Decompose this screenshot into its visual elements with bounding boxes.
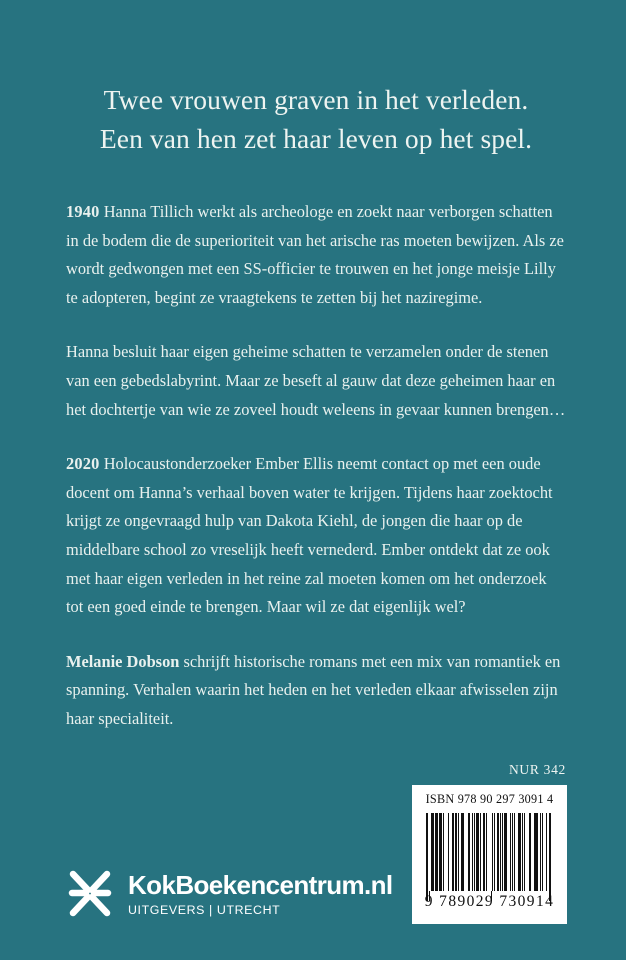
tagline-line-2: Een van hen zet haar leven op het spel. bbox=[99, 123, 533, 154]
blurb-text bbox=[66, 198, 566, 734]
barcode-bars bbox=[426, 813, 552, 891]
year-1940: 1940 bbox=[66, 202, 100, 221]
author-bio bbox=[66, 648, 566, 734]
isbn-text: ISBN 978 90 297 3091 4 bbox=[425, 792, 554, 806]
nur-code: NUR 342 bbox=[508, 762, 566, 777]
author-bio-text: schrijft historische romans met een mix van romantiek en spanning. Verhalen waarin het heden en het verleden elkaar afwisselen zijn haar specialiteit. bbox=[66, 651, 561, 728]
publisher-logo bbox=[66, 866, 393, 922]
blurb-paragraph-2-text: Hanna besluit haar eigen geheime schatten te verzamelen onder de stenen van een gebedslabyrint. Maar ze beseft al gauw dat deze geheimen haar en het dochtertje van wie ze zoveel houdt weleens in gevaar kunnen brengen… bbox=[66, 342, 566, 419]
publisher-text bbox=[128, 870, 393, 917]
author-name: Melanie Dobson bbox=[66, 651, 180, 671]
publisher-subtitle: UITGEVERS | UTRECHT bbox=[128, 902, 281, 917]
barcode-block bbox=[412, 785, 567, 924]
asterisk-mark-icon bbox=[66, 866, 114, 922]
publisher-wordmark: KokBoekencentrum.nl bbox=[128, 870, 393, 901]
blurb-paragraph-1 bbox=[66, 198, 566, 312]
blurb-paragraph-1-text: Hanna Tillich werkt als archeologe en zoekt naar verborgen schatten in de bodem die de superioriteit van het arische ras moeten bewijzen. Als ze wordt gedwongen met een SS-officier te trouwen en het jonge meisje Lilly te adopteren, begint ze vraagtekens te zetten bij het naziregime. bbox=[66, 202, 564, 307]
blurb-paragraph-2 bbox=[66, 338, 566, 424]
year-2020: 2020 bbox=[66, 454, 100, 474]
tagline bbox=[66, 80, 566, 158]
tagline-line-1: Twee vrouwen graven in het verleden. bbox=[103, 84, 529, 115]
blurb-paragraph-3-text: Holocaustonderzoeker Ember Ellis neemt contact op met een oude docent om Hanna’s verhaal boven water te krijgen. Tijdens haar zoektocht krijgt ze ongevraagd hulp van Dakota Kiehl, de jongen die haar op de middelbare school zo vreselijk heeft vernederd. Ember ontdekt dat ze ook met haar eigen verleden in het reine zal moeten komen om het onderzoek tot een goed einde te brengen. Maar wil ze dat eigenlijk wel? bbox=[66, 454, 553, 617]
barcode-digits: 9 789029 730914 bbox=[424, 893, 555, 910]
blurb-paragraph-3 bbox=[66, 450, 566, 622]
